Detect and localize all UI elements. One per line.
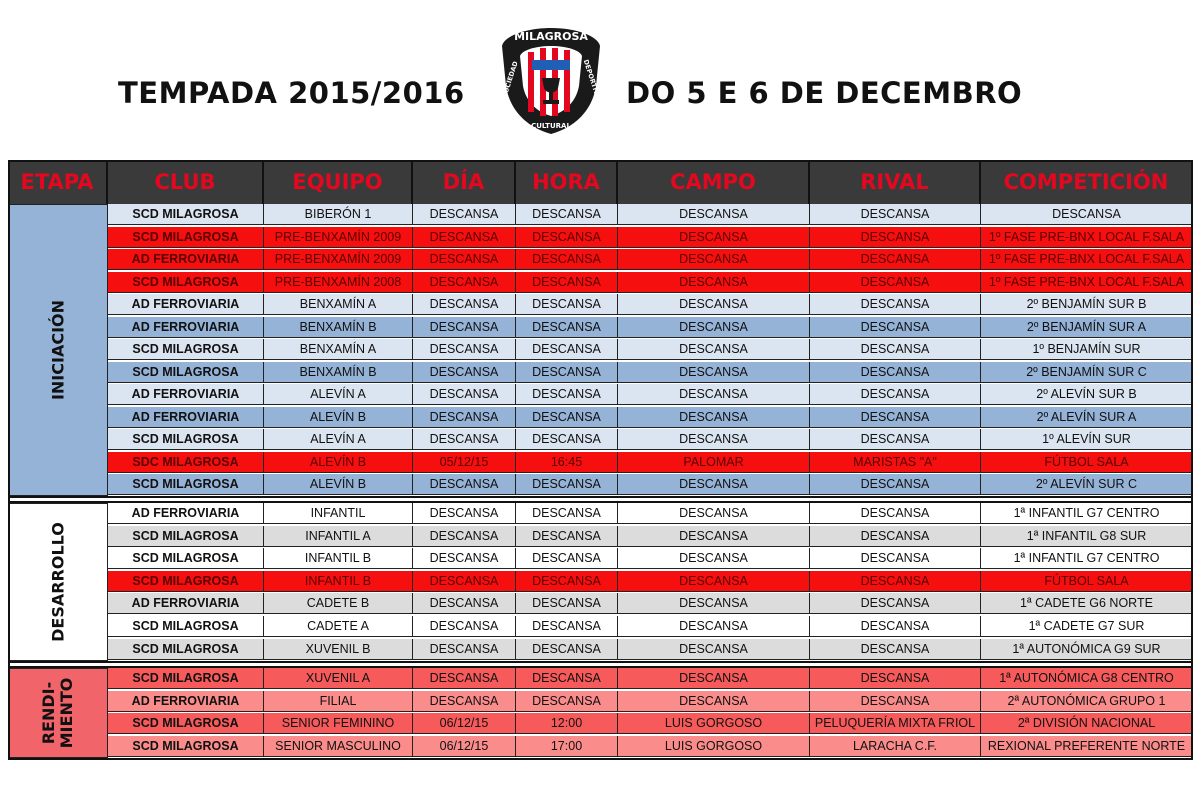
- cell-hora: DESCANSA: [516, 249, 618, 270]
- dates-title: DO 5 E 6 DE DECEMBRO: [626, 76, 1023, 110]
- cell-hora: DESCANSA: [516, 272, 618, 293]
- table-row: [8, 339, 1193, 360]
- cell-hora: 12:00: [516, 713, 618, 734]
- cell-rival: DESCANSA: [810, 317, 981, 338]
- cell-equipo: CADETE A: [264, 616, 413, 637]
- table-header: [8, 160, 1193, 204]
- cell-hora: DESCANSA: [516, 639, 618, 660]
- cell-equipo: BIBERÓN 1: [264, 204, 413, 225]
- cell-dia: DESCANSA: [413, 384, 516, 405]
- table-row: [8, 713, 1193, 734]
- cell-club: SCD MILAGROSA: [108, 713, 264, 734]
- section-divider: [8, 661, 1193, 668]
- cell-rival: DESCANSA: [810, 249, 981, 270]
- cell-rival: DESCANSA: [810, 407, 981, 428]
- col-dia: DÍA: [413, 160, 516, 204]
- cell-campo: DESCANSA: [618, 384, 810, 405]
- cell-club: SCD MILAGROSA: [108, 204, 264, 225]
- table-row: [8, 429, 1193, 450]
- cell-hora: DESCANSA: [516, 317, 618, 338]
- cell-rival: DESCANSA: [810, 668, 981, 689]
- cell-campo: DESCANSA: [618, 204, 810, 225]
- cell-competicion: 2º BENJAMÍN SUR A: [981, 317, 1193, 338]
- cell-rival: DESCANSA: [810, 639, 981, 660]
- cell-hora: DESCANSA: [516, 571, 618, 592]
- cell-dia: DESCANSA: [413, 526, 516, 547]
- col-competicion: COMPETICIÓN: [981, 160, 1193, 204]
- cell-dia: DESCANSA: [413, 429, 516, 450]
- cell-hora: DESCANSA: [516, 294, 618, 315]
- cell-competicion: 2º ALEVÍN SUR A: [981, 407, 1193, 428]
- cell-hora: DESCANSA: [516, 691, 618, 712]
- cell-campo: DESCANSA: [618, 317, 810, 338]
- cell-campo: DESCANSA: [618, 249, 810, 270]
- cell-hora: DESCANSA: [516, 526, 618, 547]
- cell-rival: DESCANSA: [810, 616, 981, 637]
- cell-campo: DESCANSA: [618, 503, 810, 524]
- table-row: [8, 407, 1193, 428]
- stage-label: DESARROLLO: [48, 522, 68, 642]
- table-row: [8, 452, 1193, 473]
- cell-club: SCD MILAGROSA: [108, 571, 264, 592]
- cell-rival: DESCANSA: [810, 227, 981, 248]
- cell-club: AD FERROVIARIA: [108, 593, 264, 614]
- cell-rival: DESCANSA: [810, 429, 981, 450]
- crest-text-left: SOCIEDAD: [500, 60, 520, 99]
- table-row: [8, 616, 1193, 637]
- cell-competicion: FÚTBOL SALA: [981, 571, 1193, 592]
- cell-competicion: 1ª CADETE G7 SUR: [981, 616, 1193, 637]
- cell-campo: DESCANSA: [618, 227, 810, 248]
- cell-competicion: DESCANSA: [981, 204, 1193, 225]
- cell-rival: DESCANSA: [810, 474, 981, 495]
- cell-equipo: PRE-BENXAMÍN 2009: [264, 249, 413, 270]
- cell-hora: DESCANSA: [516, 204, 618, 225]
- cell-club: SCD MILAGROSA: [108, 474, 264, 495]
- cell-club: SCD MILAGROSA: [108, 429, 264, 450]
- cell-dia: DESCANSA: [413, 593, 516, 614]
- cell-equipo: CADETE B: [264, 593, 413, 614]
- cell-club: SCD MILAGROSA: [108, 639, 264, 660]
- cell-hora: DESCANSA: [516, 668, 618, 689]
- cell-dia: DESCANSA: [413, 503, 516, 524]
- table-row: [8, 548, 1193, 569]
- cell-dia: DESCANSA: [413, 272, 516, 293]
- cell-campo: DESCANSA: [618, 362, 810, 383]
- cell-campo: LUIS GORGOSO: [618, 736, 810, 757]
- cell-club: SCD MILAGROSA: [108, 736, 264, 757]
- cell-rival: DESCANSA: [810, 362, 981, 383]
- season-title: TEMPADA 2015/2016: [118, 76, 465, 110]
- cell-equipo: BENXAMÍN A: [264, 339, 413, 360]
- cell-equipo: SENIOR MASCULINO: [264, 736, 413, 757]
- cell-competicion: 1ª CADETE G6 NORTE: [981, 593, 1193, 614]
- cell-campo: DESCANSA: [618, 526, 810, 547]
- cell-hora: DESCANSA: [516, 407, 618, 428]
- cell-club: SCD MILAGROSA: [108, 339, 264, 360]
- cell-dia: DESCANSA: [413, 362, 516, 383]
- cell-club: AD FERROVIARIA: [108, 317, 264, 338]
- cell-hora: DESCANSA: [516, 227, 618, 248]
- col-etapa: ETAPA: [8, 160, 108, 204]
- cell-dia: DESCANSA: [413, 339, 516, 360]
- cell-campo: DESCANSA: [618, 639, 810, 660]
- cell-equipo: BENXAMÍN B: [264, 362, 413, 383]
- cell-hora: DESCANSA: [516, 429, 618, 450]
- table-row: [8, 736, 1193, 757]
- cell-dia: DESCANSA: [413, 317, 516, 338]
- cell-club: SCD MILAGROSA: [108, 362, 264, 383]
- cell-rival: DESCANSA: [810, 526, 981, 547]
- cell-club: SCD MILAGROSA: [108, 616, 264, 637]
- table-row: [8, 668, 1193, 689]
- cell-equipo: BENXAMÍN B: [264, 317, 413, 338]
- cell-equipo: INFANTIL B: [264, 571, 413, 592]
- table-row: [8, 272, 1193, 293]
- table-row: [8, 593, 1193, 614]
- cell-campo: DESCANSA: [618, 339, 810, 360]
- cell-equipo: ALEVÍN B: [264, 452, 413, 473]
- cell-equipo: ALEVÍN A: [264, 384, 413, 405]
- cell-campo: DESCANSA: [618, 548, 810, 569]
- cell-dia: 05/12/15: [413, 452, 516, 473]
- cell-competicion: 2º BENJAMÍN SUR B: [981, 294, 1193, 315]
- cell-club: AD FERROVIARIA: [108, 249, 264, 270]
- cell-club: SCD MILAGROSA: [108, 668, 264, 689]
- cell-competicion: REXIONAL PREFERENTE NORTE: [981, 736, 1193, 757]
- cell-competicion: 1º FASE PRE-BNX LOCAL F.SALA: [981, 249, 1193, 270]
- cell-campo: DESCANSA: [618, 668, 810, 689]
- cell-hora: DESCANSA: [516, 616, 618, 637]
- cell-hora: DESCANSA: [516, 362, 618, 383]
- col-club: CLUB: [108, 160, 264, 204]
- cell-hora: DESCANSA: [516, 548, 618, 569]
- cell-equipo: ALEVÍN B: [264, 407, 413, 428]
- cell-dia: DESCANSA: [413, 616, 516, 637]
- cell-club: AD FERROVIARIA: [108, 691, 264, 712]
- cell-equipo: SENIOR FEMININO: [264, 713, 413, 734]
- cell-dia: 06/12/15: [413, 713, 516, 734]
- cell-equipo: XUVENIL A: [264, 668, 413, 689]
- cell-campo: DESCANSA: [618, 407, 810, 428]
- table-row: [8, 639, 1193, 660]
- cell-campo: DESCANSA: [618, 429, 810, 450]
- cell-competicion: 2º ALEVÍN SUR C: [981, 474, 1193, 495]
- cell-dia: DESCANSA: [413, 204, 516, 225]
- cell-equipo: INFANTIL: [264, 503, 413, 524]
- cell-competicion: 1ª INFANTIL G7 CENTRO: [981, 548, 1193, 569]
- cell-campo: PALOMAR: [618, 452, 810, 473]
- cell-competicion: 1º ALEVÍN SUR: [981, 429, 1193, 450]
- crest-text-right: DEPORTIVA: [581, 58, 603, 101]
- cell-equipo: PRE-BENXAMÍN 2009: [264, 227, 413, 248]
- cell-hora: DESCANSA: [516, 593, 618, 614]
- cell-rival: DESCANSA: [810, 339, 981, 360]
- cell-rival: DESCANSA: [810, 691, 981, 712]
- cell-rival: DESCANSA: [810, 204, 981, 225]
- cell-rival: DESCANSA: [810, 571, 981, 592]
- cell-competicion: 2ª AUTONÓMICA GRUPO 1: [981, 691, 1193, 712]
- cell-competicion: 2º ALEVÍN SUR B: [981, 384, 1193, 405]
- cell-dia: DESCANSA: [413, 249, 516, 270]
- table-row: [8, 227, 1193, 248]
- cell-rival: DESCANSA: [810, 294, 981, 315]
- crest-text-bottom: CULTURAL: [531, 122, 571, 130]
- cell-competicion: 1ª AUTONÓMICA G9 SUR: [981, 639, 1193, 660]
- table-row: [8, 317, 1193, 338]
- table-row: [8, 474, 1193, 495]
- table-row: [8, 571, 1193, 592]
- stage-label: INICIACIÓN: [48, 299, 68, 401]
- table-row: [8, 691, 1193, 712]
- cell-club: AD FERROVIARIA: [108, 294, 264, 315]
- cell-hora: DESCANSA: [516, 474, 618, 495]
- cell-campo: DESCANSA: [618, 616, 810, 637]
- cell-equipo: ALEVÍN A: [264, 429, 413, 450]
- cell-dia: 06/12/15: [413, 736, 516, 757]
- cell-hora: 17:00: [516, 736, 618, 757]
- table-row: [8, 204, 1193, 225]
- club-crest-logo: [498, 24, 604, 136]
- col-rival: RIVAL: [810, 160, 981, 204]
- cell-competicion: 1º FASE PRE-BNX LOCAL F.SALA: [981, 272, 1193, 293]
- table-row: [8, 384, 1193, 405]
- cell-club: SDC MILAGROSA: [108, 452, 264, 473]
- cell-equipo: ALEVÍN B: [264, 474, 413, 495]
- cell-competicion: 1º FASE PRE-BNX LOCAL F.SALA: [981, 227, 1193, 248]
- cell-competicion: 2º BENJAMÍN SUR C: [981, 362, 1193, 383]
- cell-hora: DESCANSA: [516, 384, 618, 405]
- table-row: [8, 362, 1193, 383]
- cell-campo: DESCANSA: [618, 593, 810, 614]
- cell-club: SCD MILAGROSA: [108, 227, 264, 248]
- crest-text-top: MILAGROSA: [514, 30, 588, 43]
- cell-rival: DESCANSA: [810, 272, 981, 293]
- table-row: [8, 526, 1193, 547]
- cell-club: SCD MILAGROSA: [108, 526, 264, 547]
- cell-equipo: BENXAMÍN A: [264, 294, 413, 315]
- cell-campo: DESCANSA: [618, 691, 810, 712]
- cell-club: SCD MILAGROSA: [108, 548, 264, 569]
- cell-competicion: 1ª AUTONÓMICA G8 CENTRO: [981, 668, 1193, 689]
- cell-dia: DESCANSA: [413, 571, 516, 592]
- cell-equipo: FILIAL: [264, 691, 413, 712]
- cell-campo: DESCANSA: [618, 474, 810, 495]
- cell-campo: DESCANSA: [618, 571, 810, 592]
- col-equipo: EQUIPO: [264, 160, 413, 204]
- cell-competicion: 1ª INFANTIL G7 CENTRO: [981, 503, 1193, 524]
- cell-club: AD FERROVIARIA: [108, 503, 264, 524]
- cell-rival: DESCANSA: [810, 503, 981, 524]
- cell-hora: 16:45: [516, 452, 618, 473]
- cell-rival: LARACHA C.F.: [810, 736, 981, 757]
- cell-equipo: XUVENIL B: [264, 639, 413, 660]
- cell-rival: PELUQUERÍA MIXTA FRIOL: [810, 713, 981, 734]
- cell-equipo: PRE-BENXAMÍN 2008: [264, 272, 413, 293]
- cell-dia: DESCANSA: [413, 474, 516, 495]
- cell-club: AD FERROVIARIA: [108, 407, 264, 428]
- cell-hora: DESCANSA: [516, 339, 618, 360]
- table-row: [8, 503, 1193, 524]
- cell-dia: DESCANSA: [413, 407, 516, 428]
- cell-club: SCD MILAGROSA: [108, 272, 264, 293]
- cell-competicion: FÚTBOL SALA: [981, 452, 1193, 473]
- cell-campo: DESCANSA: [618, 294, 810, 315]
- col-campo: CAMPO: [618, 160, 810, 204]
- cell-rival: DESCANSA: [810, 548, 981, 569]
- cell-campo: DESCANSA: [618, 272, 810, 293]
- table-row: [8, 294, 1193, 315]
- cell-competicion: 1ª INFANTIL G8 SUR: [981, 526, 1193, 547]
- cell-rival: DESCANSA: [810, 593, 981, 614]
- cell-competicion: 1º BENJAMÍN SUR: [981, 339, 1193, 360]
- cell-dia: DESCANSA: [413, 548, 516, 569]
- cell-equipo: INFANTIL A: [264, 526, 413, 547]
- col-hora: HORA: [516, 160, 618, 204]
- cell-dia: DESCANSA: [413, 691, 516, 712]
- cell-equipo: INFANTIL B: [264, 548, 413, 569]
- cell-hora: DESCANSA: [516, 503, 618, 524]
- cell-campo: LUIS GORGOSO: [618, 713, 810, 734]
- stage-label: RENDI- MIENTO: [39, 677, 76, 749]
- cell-dia: DESCANSA: [413, 668, 516, 689]
- cell-club: AD FERROVIARIA: [108, 384, 264, 405]
- cell-dia: DESCANSA: [413, 639, 516, 660]
- cell-rival: MARISTAS "A": [810, 452, 981, 473]
- section-divider: [8, 496, 1193, 503]
- cell-competicion: 2ª DIVISIÓN NACIONAL: [981, 713, 1193, 734]
- cell-dia: DESCANSA: [413, 294, 516, 315]
- schedule-table: [8, 160, 1193, 760]
- cell-dia: DESCANSA: [413, 227, 516, 248]
- cell-rival: DESCANSA: [810, 384, 981, 405]
- table-row: [8, 249, 1193, 270]
